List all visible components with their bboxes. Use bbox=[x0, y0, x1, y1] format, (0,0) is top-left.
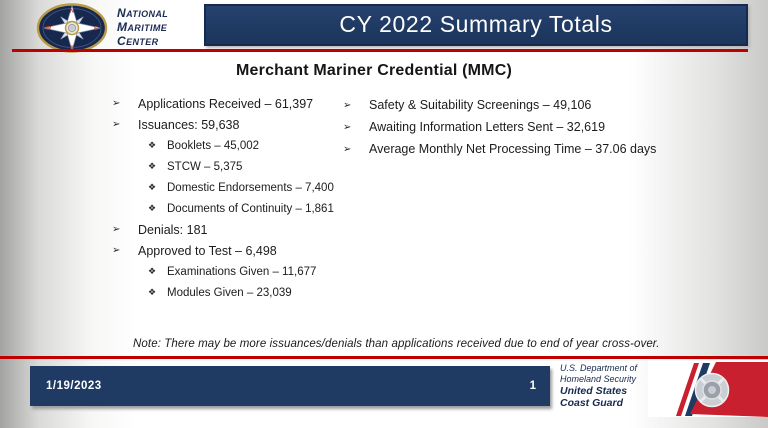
agency-line: United States bbox=[560, 385, 628, 397]
diamond-bullet-icon: ❖ bbox=[148, 288, 157, 298]
summary-list-left bbox=[112, 97, 350, 307]
arrow-bullet-icon: ➢ bbox=[343, 100, 352, 111]
list-item-text: Examinations Given – 11,677 bbox=[167, 266, 317, 278]
list-item bbox=[112, 223, 350, 237]
org-name bbox=[117, 7, 168, 49]
arrow-bullet-icon: ➢ bbox=[343, 144, 352, 155]
list-item bbox=[112, 202, 350, 216]
arrow-bullet-icon: ➢ bbox=[343, 122, 352, 133]
arrow-bullet-icon: ➢ bbox=[112, 245, 121, 256]
list-item bbox=[112, 265, 350, 279]
list-item-text: Domestic Endorsements – 7,400 bbox=[167, 182, 334, 194]
list-item-text: Documents of Continuity – 1,861 bbox=[167, 203, 334, 215]
list-item bbox=[112, 181, 350, 195]
list-item bbox=[343, 119, 663, 136]
list-item bbox=[112, 286, 350, 300]
list-item bbox=[112, 139, 350, 153]
list-item-text: Approved to Test – 6,498 bbox=[138, 244, 277, 258]
header-red-rule bbox=[12, 49, 748, 52]
footnote: Note: There may be more issuances/denials than applications received due to end of year cross-over. bbox=[133, 338, 660, 350]
list-item-text: Booklets – 45,002 bbox=[167, 140, 260, 152]
diamond-bullet-icon: ❖ bbox=[148, 183, 157, 193]
list-item-text: Awaiting Information Letters Sent – 32,619 bbox=[369, 120, 606, 134]
nmc-compass-logo-icon bbox=[36, 3, 108, 53]
org-name-line: MARITIME bbox=[117, 20, 168, 34]
agency-line: Coast Guard bbox=[560, 397, 624, 409]
list-item bbox=[112, 97, 350, 111]
summary-list-right bbox=[343, 97, 663, 163]
slide-title: CY 2022 Summary Totals bbox=[339, 11, 613, 37]
svg-text:E: E bbox=[94, 26, 98, 32]
uscg-seal-icon bbox=[696, 374, 729, 407]
org-name-line: NATIONAL bbox=[117, 6, 169, 20]
diamond-bullet-icon: ❖ bbox=[148, 267, 157, 277]
list-item-text: Applications Received – 61,397 bbox=[138, 97, 314, 111]
agency-line: Homeland Security bbox=[560, 374, 637, 384]
list-item-text: STCW – 5,375 bbox=[167, 161, 243, 173]
arrow-bullet-icon: ➢ bbox=[112, 98, 121, 109]
list-item bbox=[343, 97, 663, 114]
svg-text:N: N bbox=[70, 8, 74, 15]
org-name-line: CENTER bbox=[117, 34, 159, 48]
list-item bbox=[112, 160, 350, 174]
list-item-text: Denials: 181 bbox=[138, 223, 208, 237]
list-item-text: Modules Given – 23,039 bbox=[167, 287, 292, 299]
slide-date: 1/19/2023 bbox=[46, 380, 102, 392]
footer-bar bbox=[30, 366, 550, 406]
agency-line: U.S. Department of bbox=[560, 363, 638, 373]
slide-subtitle: Merchant Mariner Credential (MMC) bbox=[236, 62, 512, 79]
coast-guard-racing-stripe-icon bbox=[648, 356, 768, 422]
diamond-bullet-icon: ❖ bbox=[148, 204, 157, 214]
svg-text:W: W bbox=[45, 26, 52, 32]
diamond-bullet-icon: ❖ bbox=[148, 141, 157, 151]
list-item bbox=[343, 141, 663, 158]
arrow-bullet-icon: ➢ bbox=[112, 224, 121, 235]
title-banner bbox=[204, 4, 748, 46]
page-number: 1 bbox=[529, 380, 536, 392]
list-item-text: Average Monthly Net Processing Time – 37.06 days bbox=[369, 142, 657, 156]
arrow-bullet-icon: ➢ bbox=[112, 119, 121, 130]
list-item bbox=[112, 118, 350, 132]
list-item bbox=[112, 244, 350, 258]
diamond-bullet-icon: ❖ bbox=[148, 162, 157, 172]
list-item-text: Issuances: 59,638 bbox=[138, 118, 240, 132]
list-item-text: Safety & Suitability Screenings – 49,106 bbox=[369, 98, 592, 112]
